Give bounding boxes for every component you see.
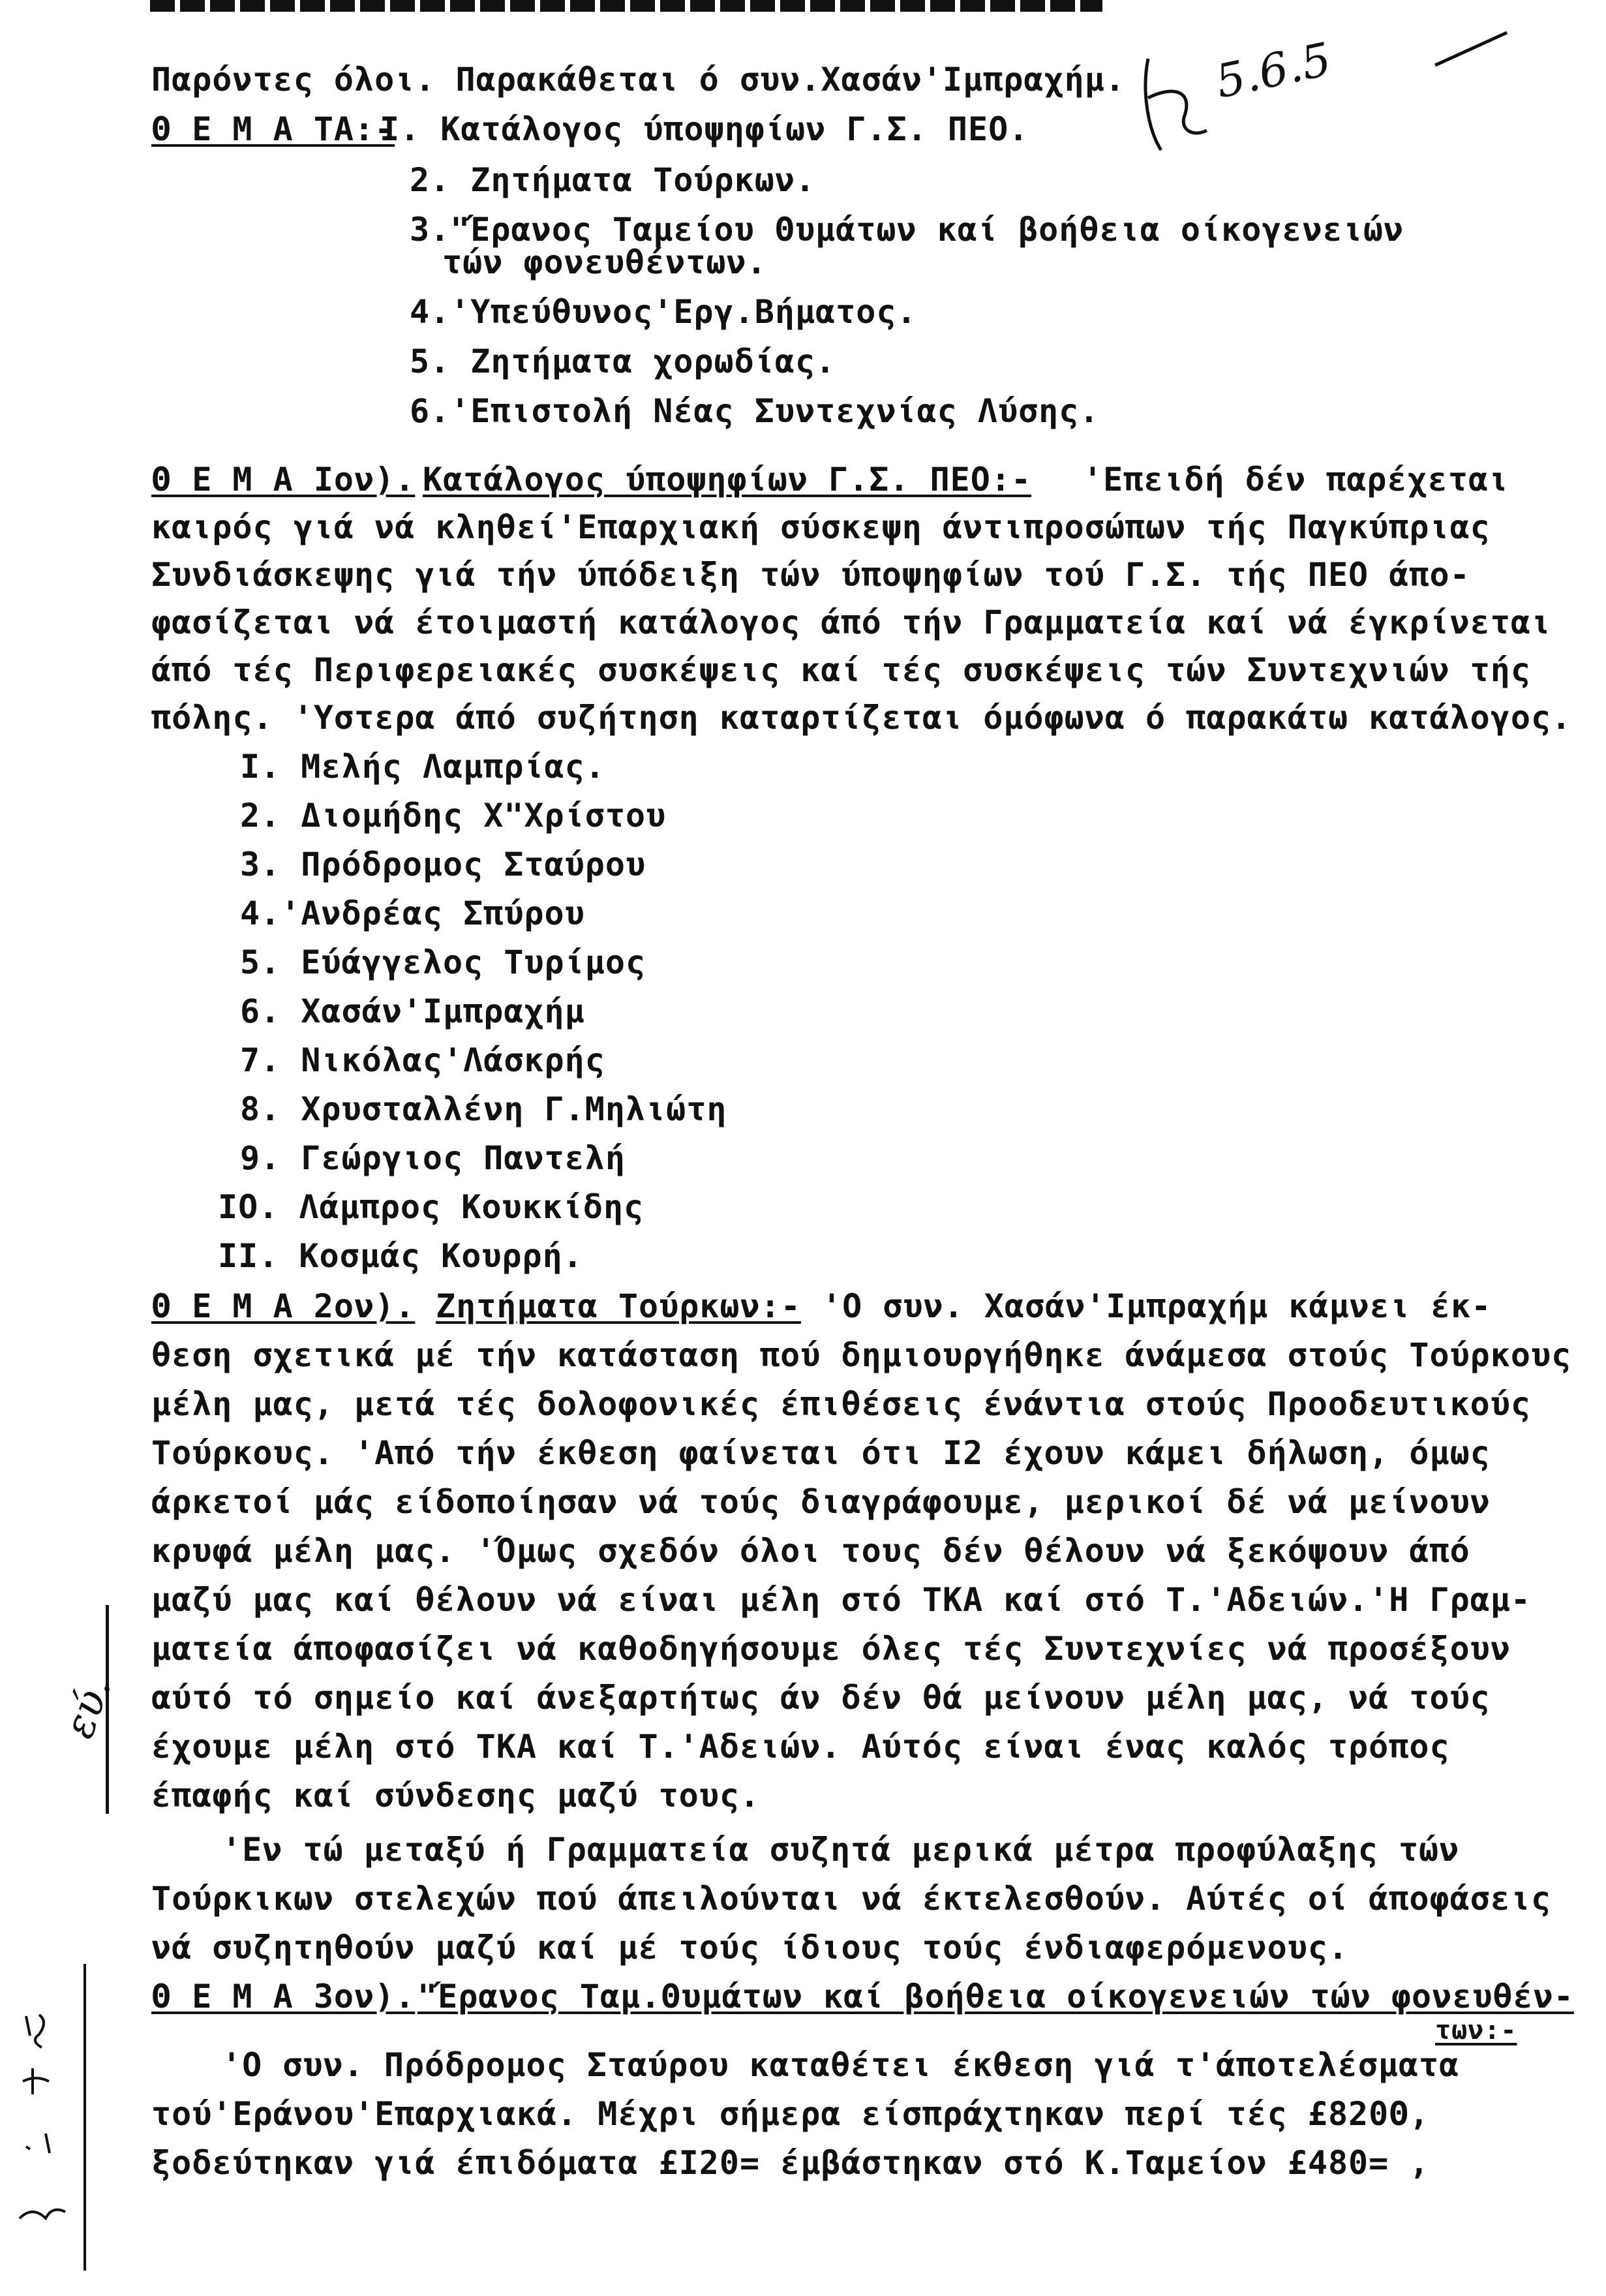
theme2-body-line-8: ματεία άποφασίζει νά καθοδηγήσουμε όλες τές Συντεχνίες νά προσέξουν: [151, 1630, 1511, 1668]
agenda-label: Θ Ε Μ Α ΤΑ:-: [151, 110, 395, 148]
agenda-item-2: 2. Ζητήματα Τούρκων.: [410, 161, 816, 199]
cropped-header-line: [150, 0, 1102, 12]
handwritten-signature-date: [1122, 20, 1526, 163]
theme2-heading: Θ Ε Μ Α 2ον).: [151, 1287, 416, 1325]
theme2-title: Ζητήματα Τούρκων:-: [436, 1287, 801, 1325]
theme3-body-line-1: 'Ο συν. Πρόδρομος Σταύρου καταθέτει έκθεση γιά τ'άποτελέσματα: [222, 2046, 1460, 2084]
candidate-1: Ι. Μελής Λαμπρίας.: [240, 748, 605, 786]
agenda-item-4: 4.'Υπεύθυνος'Εργ.Βήματος.: [410, 293, 917, 331]
theme1-body-line-5: άπό τές Περιφερειακές συσκέψεις καί τές συσκέψεις τών Συντεχνιών τής: [151, 651, 1531, 689]
theme1-body-line-3: Συνδιάσκεψης γιά τήν ύπόδειξη τών ύποψηφίων τού Γ.Σ. τής ΠΕΟ άπο-: [151, 556, 1470, 594]
theme3-body-line-2: τού'Εράνου'Επαρχιακά. Μέχρι σήμερα είσπράχτηκαν περί τές £820Θ,: [151, 2095, 1430, 2133]
theme3-heading: Θ Ε Μ Α 3ον).: [151, 1978, 416, 2015]
theme1-body-line-4: φασίζεται νά έτοιμαστή κατάλογος άπό τήν Γραμματεία καί νά έγκρίνεται: [151, 604, 1552, 641]
candidate-10: ΙΟ. Λάμπρος Κουκκίδης: [218, 1188, 644, 1226]
theme2-body2-line-2: Τούρκικων στελεχών πού άπειλούνται νά έκτελεσθούν. Αύτές οί άποφάσεις: [151, 1880, 1552, 1918]
theme2-body-line-4: Τούρκους. 'Από τήν έκθεση φαίνεται ότι Ι2 έχουν κάμει δήλωση, όμως: [151, 1434, 1491, 1472]
agenda-item-5: 5. Ζητήματα χορωδίας.: [410, 343, 836, 380]
margin-bracket-lower: [83, 1964, 86, 2271]
candidate-3: 3. Πρόδρομος Σταύρου: [240, 846, 646, 883]
theme3-title: "Έρανος Ταμ.Θυμάτων καί βοήθεια οίκογενειών τών φονευθέν-: [417, 1978, 1574, 2015]
theme1-title: Κατάλογος ύποψηφίων Γ.Σ. ΠΕΟ:-: [423, 461, 1032, 498]
agenda-item-3-cont: τών φονευθέντων.: [442, 243, 767, 281]
candidate-9: 9. Γεώργιος Παντελή: [240, 1139, 626, 1177]
theme3-body-line-3: ξοδεύτηκαν γιά έπιδόματα £Ι20= έμβάστηκαν στό Κ.Ταμείον £480= ,: [151, 2144, 1430, 2182]
candidate-11: ΙΙ. Κοσμάς Κουρρή.: [218, 1237, 583, 1275]
margin-note-handwritten: εύ.: [55, 1670, 121, 1745]
theme3-title-end: των:-: [1435, 2015, 1517, 2045]
theme2-body-line-3: μέλη μας, μετά τές δολοφονικές έπιθέσεις ένάντια στούς Προοδευτικούς: [151, 1385, 1531, 1423]
handwritten-date: 5.6.5: [1211, 32, 1336, 109]
theme2-body2-line-1: 'Εν τώ μεταξύ ή Γραμματεία συζητά μερικά μέτρα προφύλαξης τών: [222, 1831, 1460, 1869]
theme1-body-line-6: πόλης. 'Υστερα άπό συζήτηση καταρτίζεται όμόφωνα ό παρακάτω κατάλογος.: [151, 699, 1572, 737]
agenda-item-3: 3."Έρανος Ταμείου Θυμάτων καί βοήθεια οίκογενειών: [410, 211, 1404, 249]
theme2-body-line-10: έχουμε μέλη στό ΤΚΑ καί Τ.'Αδειών. Αύτός είναι ένας καλός τρόπος: [151, 1728, 1450, 1766]
theme2-body2-line-3: νά συζητηθούν μαζύ καί μέ τούς ίδιους τούς ένδιαφερόμενους.: [151, 1929, 1349, 1967]
candidate-8: 8. Χρυσταλλένη Γ.Μηλιώτη: [240, 1090, 727, 1128]
theme2-body-line-1: 'Ο συν. Χασάν'Ιμπραχήμ κάμνει έκ-: [822, 1287, 1492, 1325]
candidate-7: 7. Νικόλας'Λάσκρής: [240, 1041, 605, 1079]
theme1-body-line-1: 'Επειδή δέν παρέχεται: [1083, 461, 1509, 498]
theme2-body-line-7: μαζύ μας καί θέλουν νά είναι μέλη στό ΤΚΑ καί στό Τ.'Αδειών.'Η Γραμ-: [151, 1581, 1531, 1619]
present-line: Παρόντες όλοι. Παρακάθεται ό συν.Χασάν'Ιμπραχήμ.: [151, 61, 1125, 99]
candidate-4: 4.'Ανδρέας Σπύρου: [240, 895, 585, 932]
theme2-body-line-2: θεση σχετικά μέ τήν κατάσταση πού δημιουργήθηκε άνάμεσα στούς Τούρκους: [151, 1336, 1572, 1374]
candidate-6: 6. Χασάν'Ιμπραχήμ: [240, 992, 585, 1030]
agenda-item-6: 6.'Επιστολή Νέας Συντεχνίας Λύσης.: [410, 392, 1100, 430]
theme1-heading: Θ Ε Μ Α Ιον).: [151, 461, 416, 498]
theme2-body-line-9: αύτό τό σημείο καί άνεξαρτήτως άν δέν θά μείνουν μέλη μας, νά τούς: [151, 1679, 1491, 1717]
candidate-5: 5. Εύάγγελος Τυρίμος: [240, 943, 646, 981]
theme1-body-line-2: καιρός γιά νά κληθεί'Επαρχιακή σύσκεψη άντιπροσώπων τής Παγκύπριας: [151, 508, 1491, 546]
theme2-body-line-6: κρυφά μέλη μας. 'Όμως σχεδόν όλοι τους δέν θέλουν νά ξεκόψουν άπό: [151, 1532, 1470, 1570]
theme2-body-line-11: έπαφής καί σύνδεσης μαζύ τους.: [151, 1777, 761, 1814]
candidate-2: 2. Διομήδης Χ"Χρίστου: [240, 797, 667, 834]
margin-scribbles: [13, 2003, 78, 2277]
agenda-item-1: Ι. Κατάλογος ύποψηφίων Γ.Σ. ΠΕΟ.: [380, 110, 1029, 148]
theme2-body-line-5: άρκετοί μάς είδοποίησαν νά τούς διαγράφουμε, μερικοί δέ νά μείνουν: [151, 1483, 1491, 1521]
